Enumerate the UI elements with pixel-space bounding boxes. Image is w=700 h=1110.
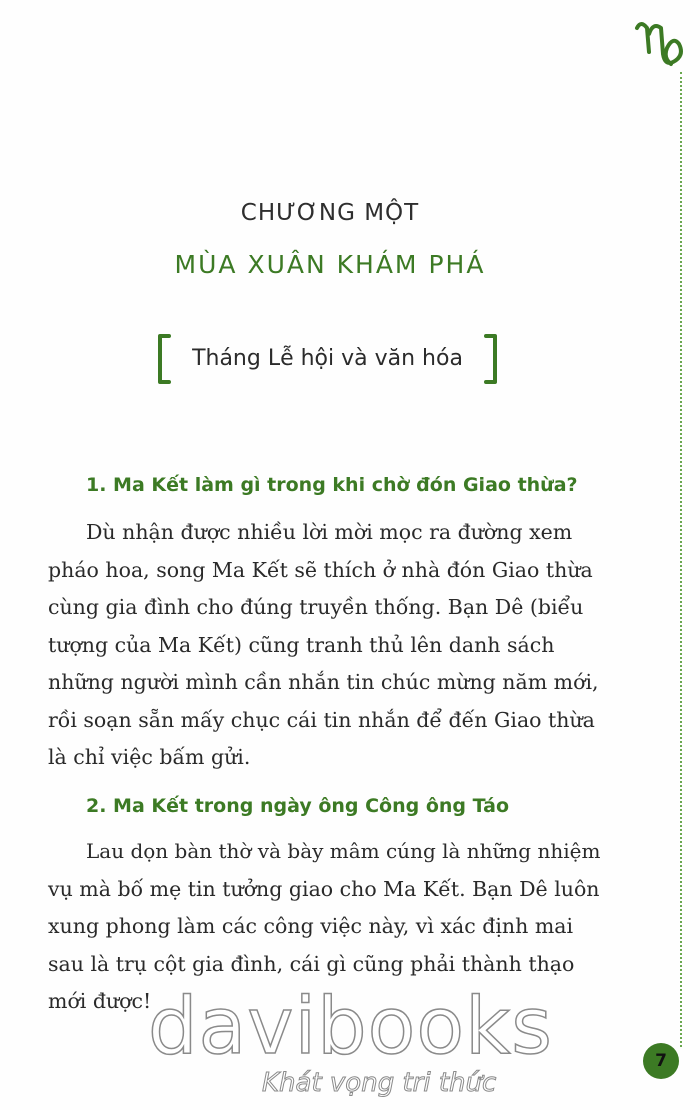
paragraph-line: xung phong làm các công việc này, vì xác định mai bbox=[48, 914, 574, 938]
chapter-subtitle-box bbox=[155, 333, 500, 385]
paragraph-line: cùng gia đình cho đúng truyền thống. Bạn Dê (biểu bbox=[48, 595, 584, 619]
paragraph-line: những người mình cần nhắn tin chúc mừng năm mới, bbox=[48, 670, 599, 694]
section-heading: 2. Ma Kết trong ngày ông Công ông Táo bbox=[86, 795, 510, 817]
chapter-number: CHƯƠNG MỘT bbox=[240, 200, 420, 226]
paragraph-line: mới được! bbox=[48, 989, 152, 1013]
page-number-badge: 7 bbox=[643, 1043, 679, 1079]
paragraph-line: vụ mà bố mẹ tin tưởng giao cho Ma Kết. Bạn Dê luôn bbox=[48, 876, 600, 901]
paragraph-line: pháo hoa, song Ma Kết sẽ thích ở nhà đón Giao thừa bbox=[48, 557, 593, 582]
paragraph-line: tượng của Ma Kết) cũng tranh thủ lên danh sách bbox=[48, 632, 555, 657]
chapter-subtitle: Tháng Lễ hội và văn hóa bbox=[192, 346, 463, 371]
paragraph-line: Lau dọn bàn thờ và bày mâm cúng là những nhiệm bbox=[86, 839, 601, 863]
page-edge-dotted-line bbox=[680, 72, 682, 1047]
section-heading: 1. Ma Kết làm gì trong khi chờ đón Giao thừa? bbox=[86, 474, 578, 496]
paragraph-line: Dù nhận được nhiều lời mời mọc ra đường xem bbox=[86, 520, 573, 544]
chapter-title: MÙA XUÂN KHÁM PHÁ bbox=[174, 250, 486, 279]
watermark-tagline: Khát vọng tri thức bbox=[262, 1068, 497, 1098]
paragraph-line: sau là trụ cột gia đình, cái gì cũng phải thành thạo bbox=[48, 951, 575, 976]
paragraph-line: rồi soạn sẵn mấy chục cái tin nhắn để đến Giao thừa bbox=[48, 707, 595, 732]
watermark-brand: davibooks bbox=[148, 982, 553, 1072]
capricorn-icon bbox=[633, 14, 689, 74]
section-paragraph bbox=[48, 514, 608, 777]
paragraph-line: là chỉ việc bấm gửi. bbox=[48, 745, 251, 769]
